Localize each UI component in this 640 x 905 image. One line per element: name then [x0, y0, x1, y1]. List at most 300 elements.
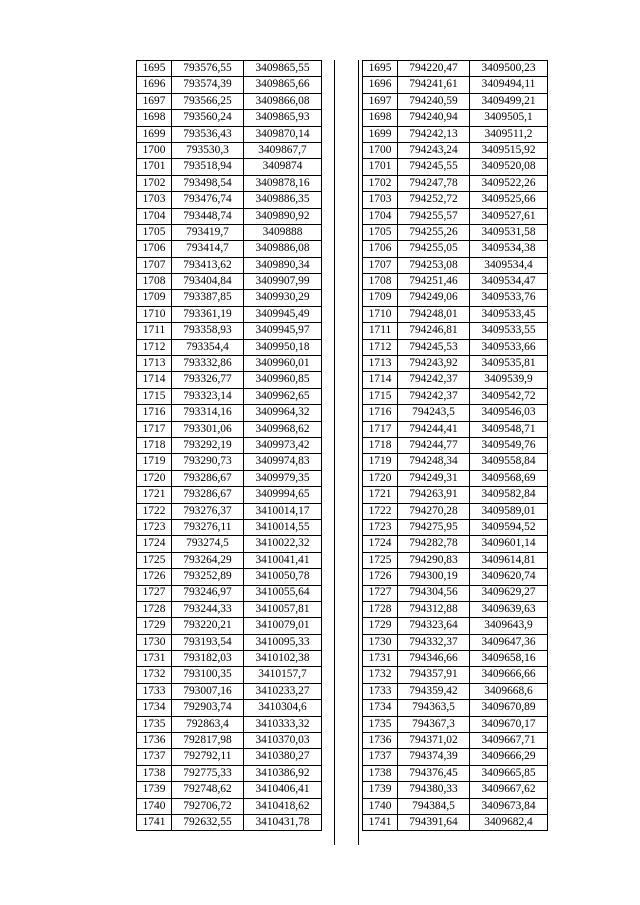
y-coordinate-cell: 3409558,84	[470, 454, 548, 470]
x-coordinate-cell: 793476,74	[172, 192, 244, 208]
x-coordinate-cell: 794247,78	[398, 175, 470, 191]
x-coordinate-cell: 793576,55	[172, 61, 244, 77]
y-coordinate-cell: 3410333,32	[244, 716, 322, 732]
x-coordinate-cell: 794244,77	[398, 437, 470, 453]
table-row	[363, 487, 548, 503]
y-coordinate-cell: 3410304,6	[244, 700, 322, 716]
point-number-cell: 1730	[137, 634, 172, 650]
y-coordinate-cell: 3409668,6	[470, 683, 548, 699]
table-row	[137, 224, 322, 240]
y-coordinate-cell: 3409968,62	[244, 421, 322, 437]
y-coordinate-cell: 3410057,81	[244, 601, 322, 617]
table-row	[137, 601, 322, 617]
table-row	[137, 110, 322, 126]
point-number-cell: 1736	[137, 733, 172, 749]
y-coordinate-cell: 3409527,61	[470, 208, 548, 224]
y-coordinate-cell: 3409500,23	[470, 61, 548, 77]
y-coordinate-cell: 3409594,52	[470, 519, 548, 535]
table-row	[137, 241, 322, 257]
x-coordinate-cell: 793566,25	[172, 93, 244, 109]
point-number-cell: 1699	[137, 126, 172, 142]
table-row	[363, 175, 548, 191]
point-number-cell: 1720	[137, 470, 172, 486]
point-number-cell: 1728	[363, 601, 398, 617]
y-coordinate-cell: 3409546,03	[470, 405, 548, 421]
y-coordinate-cell: 3409539,9	[470, 372, 548, 388]
y-coordinate-cell: 3409673,84	[470, 798, 548, 814]
x-coordinate-cell: 792632,55	[172, 814, 244, 830]
table-row	[363, 585, 548, 601]
point-number-cell: 1721	[137, 487, 172, 503]
table-row	[363, 110, 548, 126]
table-row	[363, 126, 548, 142]
table-row	[363, 323, 548, 339]
table-row	[363, 208, 548, 224]
x-coordinate-cell: 794243,92	[398, 356, 470, 372]
y-coordinate-cell: 3409639,63	[470, 601, 548, 617]
point-number-cell: 1711	[363, 323, 398, 339]
point-number-cell: 1712	[137, 339, 172, 355]
y-coordinate-cell: 3410406,41	[244, 782, 322, 798]
y-coordinate-cell: 3409533,45	[470, 306, 548, 322]
y-coordinate-cell: 3409535,81	[470, 356, 548, 372]
table-row	[363, 749, 548, 765]
point-number-cell: 1709	[363, 290, 398, 306]
table-row	[137, 388, 322, 404]
point-number-cell: 1731	[137, 651, 172, 667]
y-coordinate-cell: 3409658,16	[470, 651, 548, 667]
x-coordinate-cell: 794248,01	[398, 306, 470, 322]
table-row	[363, 339, 548, 355]
point-number-cell: 1700	[137, 142, 172, 158]
point-number-cell: 1722	[363, 503, 398, 519]
x-coordinate-cell: 794251,46	[398, 274, 470, 290]
y-coordinate-cell: 3410386,92	[244, 765, 322, 781]
table-row	[363, 716, 548, 732]
table-row	[363, 814, 548, 830]
x-coordinate-cell: 793182,03	[172, 651, 244, 667]
table-row	[137, 569, 322, 585]
point-number-cell: 1724	[137, 536, 172, 552]
point-number-cell: 1702	[363, 175, 398, 191]
table-row	[137, 192, 322, 208]
table-row	[363, 454, 548, 470]
x-coordinate-cell: 793290,73	[172, 454, 244, 470]
table-row	[363, 274, 548, 290]
x-coordinate-cell: 793264,29	[172, 552, 244, 568]
y-coordinate-cell: 3409511,2	[470, 126, 548, 142]
x-coordinate-cell: 794357,91	[398, 667, 470, 683]
y-coordinate-cell: 3409505,1	[470, 110, 548, 126]
table-row	[137, 175, 322, 191]
point-number-cell: 1707	[137, 257, 172, 273]
y-coordinate-cell: 3409533,76	[470, 290, 548, 306]
y-coordinate-cell: 3409962,65	[244, 388, 322, 404]
y-coordinate-cell: 3409886,35	[244, 192, 322, 208]
point-number-cell: 1731	[363, 651, 398, 667]
point-number-cell: 1696	[363, 77, 398, 93]
x-coordinate-cell: 794332,37	[398, 634, 470, 650]
point-number-cell: 1734	[363, 700, 398, 716]
table-row	[363, 306, 548, 322]
table-row	[137, 372, 322, 388]
point-number-cell: 1720	[363, 470, 398, 486]
y-coordinate-cell: 3409665,85	[470, 765, 548, 781]
x-coordinate-cell: 793358,93	[172, 323, 244, 339]
left-coordinate-table	[136, 60, 322, 831]
y-coordinate-cell: 3410014,55	[244, 519, 322, 535]
x-coordinate-cell: 794243,24	[398, 142, 470, 158]
x-coordinate-cell: 793518,94	[172, 159, 244, 175]
point-number-cell: 1718	[137, 437, 172, 453]
y-coordinate-cell: 3409866,08	[244, 93, 322, 109]
table-row	[137, 667, 322, 683]
y-coordinate-cell: 3409533,55	[470, 323, 548, 339]
table-row	[137, 733, 322, 749]
y-coordinate-cell: 3409979,35	[244, 470, 322, 486]
x-coordinate-cell: 794253,08	[398, 257, 470, 273]
point-number-cell: 1697	[137, 93, 172, 109]
x-coordinate-cell: 794380,33	[398, 782, 470, 798]
point-number-cell: 1708	[363, 274, 398, 290]
table-row	[137, 306, 322, 322]
left-table-body	[137, 61, 322, 831]
point-number-cell: 1704	[137, 208, 172, 224]
x-coordinate-cell: 792792,11	[172, 749, 244, 765]
point-number-cell: 1722	[137, 503, 172, 519]
y-coordinate-cell: 3409534,4	[470, 257, 548, 273]
table-row	[137, 405, 322, 421]
y-coordinate-cell: 3410014,17	[244, 503, 322, 519]
y-coordinate-cell: 3410050,78	[244, 569, 322, 585]
y-coordinate-cell: 3409886,08	[244, 241, 322, 257]
point-number-cell: 1713	[363, 356, 398, 372]
point-number-cell: 1734	[137, 700, 172, 716]
x-coordinate-cell: 793498,54	[172, 175, 244, 191]
y-coordinate-cell: 3409515,92	[470, 142, 548, 158]
y-coordinate-cell: 3409601,14	[470, 536, 548, 552]
point-number-cell: 1696	[137, 77, 172, 93]
table-row	[137, 814, 322, 830]
y-coordinate-cell: 3409907,99	[244, 274, 322, 290]
y-coordinate-cell: 3409533,66	[470, 339, 548, 355]
x-coordinate-cell: 794240,59	[398, 93, 470, 109]
x-coordinate-cell: 794249,31	[398, 470, 470, 486]
point-number-cell: 1741	[363, 814, 398, 830]
table-row	[363, 634, 548, 650]
point-number-cell: 1717	[137, 421, 172, 437]
y-coordinate-cell: 3409620,74	[470, 569, 548, 585]
point-number-cell: 1716	[363, 405, 398, 421]
table-row	[363, 192, 548, 208]
x-coordinate-cell: 794252,72	[398, 192, 470, 208]
x-coordinate-cell: 794248,34	[398, 454, 470, 470]
x-coordinate-cell: 793387,85	[172, 290, 244, 306]
point-number-cell: 1735	[363, 716, 398, 732]
point-number-cell: 1710	[363, 306, 398, 322]
y-coordinate-cell: 3409670,17	[470, 716, 548, 732]
table-row	[137, 503, 322, 519]
x-coordinate-cell: 794275,95	[398, 519, 470, 535]
point-number-cell: 1730	[363, 634, 398, 650]
point-number-cell: 1738	[363, 765, 398, 781]
point-number-cell: 1695	[137, 61, 172, 77]
x-coordinate-cell: 792817,98	[172, 733, 244, 749]
y-coordinate-cell: 3409865,93	[244, 110, 322, 126]
table-row	[137, 142, 322, 158]
table-row	[137, 61, 322, 77]
x-coordinate-cell: 793246,97	[172, 585, 244, 601]
table-row	[363, 421, 548, 437]
x-coordinate-cell: 794249,06	[398, 290, 470, 306]
point-number-cell: 1736	[363, 733, 398, 749]
x-coordinate-cell: 793414,7	[172, 241, 244, 257]
table-row	[137, 634, 322, 650]
point-number-cell: 1737	[137, 749, 172, 765]
x-coordinate-cell: 794242,37	[398, 372, 470, 388]
x-coordinate-cell: 794323,64	[398, 618, 470, 634]
table-row	[363, 667, 548, 683]
point-number-cell: 1716	[137, 405, 172, 421]
y-coordinate-cell: 3409964,32	[244, 405, 322, 421]
point-number-cell: 1700	[363, 142, 398, 158]
table-row	[137, 782, 322, 798]
point-number-cell: 1740	[137, 798, 172, 814]
table-row	[363, 618, 548, 634]
table-row	[137, 274, 322, 290]
table-row	[137, 487, 322, 503]
y-coordinate-cell: 3409974,83	[244, 454, 322, 470]
point-number-cell: 1705	[363, 224, 398, 240]
y-coordinate-cell: 3409614,81	[470, 552, 548, 568]
x-coordinate-cell: 793276,11	[172, 519, 244, 535]
y-coordinate-cell: 3409890,34	[244, 257, 322, 273]
y-coordinate-cell: 3409878,16	[244, 175, 322, 191]
point-number-cell: 1698	[137, 110, 172, 126]
x-coordinate-cell: 793100,35	[172, 667, 244, 683]
x-coordinate-cell: 792748,62	[172, 782, 244, 798]
table-row	[137, 159, 322, 175]
x-coordinate-cell: 793536,43	[172, 126, 244, 142]
y-coordinate-cell: 3409589,01	[470, 503, 548, 519]
table-row	[363, 290, 548, 306]
point-number-cell: 1706	[137, 241, 172, 257]
table-row	[137, 765, 322, 781]
point-number-cell: 1719	[363, 454, 398, 470]
x-coordinate-cell: 794255,57	[398, 208, 470, 224]
x-coordinate-cell: 794384,5	[398, 798, 470, 814]
x-coordinate-cell: 794245,53	[398, 339, 470, 355]
x-coordinate-cell: 794290,83	[398, 552, 470, 568]
point-number-cell: 1739	[137, 782, 172, 798]
right-coordinate-table	[362, 60, 548, 831]
table-row	[363, 765, 548, 781]
y-coordinate-cell: 3409667,62	[470, 782, 548, 798]
table-row	[137, 437, 322, 453]
x-coordinate-cell: 794367,3	[398, 716, 470, 732]
x-coordinate-cell: 794240,94	[398, 110, 470, 126]
table-row	[363, 241, 548, 257]
point-number-cell: 1717	[363, 421, 398, 437]
y-coordinate-cell: 3410418,62	[244, 798, 322, 814]
x-coordinate-cell: 793244,33	[172, 601, 244, 617]
y-coordinate-cell: 3409522,26	[470, 175, 548, 191]
x-coordinate-cell: 793404,84	[172, 274, 244, 290]
x-coordinate-cell: 794391,64	[398, 814, 470, 830]
point-number-cell: 1715	[137, 388, 172, 404]
x-coordinate-cell: 793574,39	[172, 77, 244, 93]
x-coordinate-cell: 794243,5	[398, 405, 470, 421]
y-coordinate-cell: 3409945,49	[244, 306, 322, 322]
table-row	[363, 437, 548, 453]
table-row	[137, 651, 322, 667]
point-number-cell: 1715	[363, 388, 398, 404]
table-row	[363, 782, 548, 798]
point-number-cell: 1701	[137, 159, 172, 175]
x-coordinate-cell: 793314,16	[172, 405, 244, 421]
x-coordinate-cell: 792775,33	[172, 765, 244, 781]
point-number-cell: 1733	[363, 683, 398, 699]
y-coordinate-cell: 3409520,08	[470, 159, 548, 175]
y-coordinate-cell: 3410233,27	[244, 683, 322, 699]
point-number-cell: 1741	[137, 814, 172, 830]
table-row	[363, 569, 548, 585]
point-number-cell: 1698	[363, 110, 398, 126]
point-number-cell: 1703	[363, 192, 398, 208]
y-coordinate-cell: 3410370,03	[244, 733, 322, 749]
x-coordinate-cell: 794346,66	[398, 651, 470, 667]
y-coordinate-cell: 3409994,65	[244, 487, 322, 503]
table-row	[363, 683, 548, 699]
table-row	[137, 356, 322, 372]
y-coordinate-cell: 3409531,58	[470, 224, 548, 240]
y-coordinate-cell: 3409534,47	[470, 274, 548, 290]
x-coordinate-cell: 792706,72	[172, 798, 244, 814]
x-coordinate-cell: 793419,7	[172, 224, 244, 240]
x-coordinate-cell: 794220,47	[398, 61, 470, 77]
right-table-body	[363, 61, 548, 831]
point-number-cell: 1699	[363, 126, 398, 142]
point-number-cell: 1737	[363, 749, 398, 765]
x-coordinate-cell: 794242,37	[398, 388, 470, 404]
x-coordinate-cell: 794312,88	[398, 601, 470, 617]
point-number-cell: 1714	[137, 372, 172, 388]
y-coordinate-cell: 3409666,29	[470, 749, 548, 765]
y-coordinate-cell: 3409548,71	[470, 421, 548, 437]
table-row	[363, 470, 548, 486]
table-row	[363, 503, 548, 519]
table-row	[137, 470, 322, 486]
y-coordinate-cell: 3410157,7	[244, 667, 322, 683]
y-coordinate-cell: 3409888	[244, 224, 322, 240]
x-coordinate-cell: 793292,19	[172, 437, 244, 453]
y-coordinate-cell: 3409890,92	[244, 208, 322, 224]
x-coordinate-cell: 794241,61	[398, 77, 470, 93]
point-number-cell: 1695	[363, 61, 398, 77]
point-number-cell: 1710	[137, 306, 172, 322]
x-coordinate-cell: 793332,86	[172, 356, 244, 372]
table-row	[363, 159, 548, 175]
x-coordinate-cell: 793274,5	[172, 536, 244, 552]
y-coordinate-cell: 3409973,42	[244, 437, 322, 453]
point-number-cell: 1708	[137, 274, 172, 290]
point-number-cell: 1712	[363, 339, 398, 355]
point-number-cell: 1729	[137, 618, 172, 634]
point-number-cell: 1732	[137, 667, 172, 683]
point-number-cell: 1704	[363, 208, 398, 224]
point-number-cell: 1701	[363, 159, 398, 175]
point-number-cell: 1703	[137, 192, 172, 208]
column-divider-line	[334, 60, 335, 845]
point-number-cell: 1721	[363, 487, 398, 503]
y-coordinate-cell: 3409643,9	[470, 618, 548, 634]
y-coordinate-cell: 3409525,66	[470, 192, 548, 208]
x-coordinate-cell: 793286,67	[172, 470, 244, 486]
x-coordinate-cell: 793007,16	[172, 683, 244, 699]
point-number-cell: 1714	[363, 372, 398, 388]
point-number-cell: 1707	[363, 257, 398, 273]
x-coordinate-cell: 793276,37	[172, 503, 244, 519]
point-number-cell: 1727	[137, 585, 172, 601]
y-coordinate-cell: 3410095,33	[244, 634, 322, 650]
point-number-cell: 1705	[137, 224, 172, 240]
table-row	[363, 93, 548, 109]
y-coordinate-cell: 3409666,66	[470, 667, 548, 683]
x-coordinate-cell: 794244,41	[398, 421, 470, 437]
table-row	[137, 798, 322, 814]
y-coordinate-cell: 3409960,01	[244, 356, 322, 372]
y-coordinate-cell: 3410079,01	[244, 618, 322, 634]
table-row	[363, 372, 548, 388]
point-number-cell: 1697	[363, 93, 398, 109]
table-row	[137, 683, 322, 699]
y-coordinate-cell: 3409542,72	[470, 388, 548, 404]
x-coordinate-cell: 794263,91	[398, 487, 470, 503]
point-number-cell: 1733	[137, 683, 172, 699]
y-coordinate-cell: 3409874	[244, 159, 322, 175]
y-coordinate-cell: 3409865,66	[244, 77, 322, 93]
table-row	[363, 601, 548, 617]
y-coordinate-cell: 3409870,14	[244, 126, 322, 142]
table-row	[137, 257, 322, 273]
table-row	[137, 290, 322, 306]
x-coordinate-cell: 794282,78	[398, 536, 470, 552]
point-number-cell: 1725	[137, 552, 172, 568]
point-number-cell: 1727	[363, 585, 398, 601]
x-coordinate-cell: 794270,28	[398, 503, 470, 519]
x-coordinate-cell: 794246,81	[398, 323, 470, 339]
table-row	[363, 552, 548, 568]
y-coordinate-cell: 3409549,76	[470, 437, 548, 453]
point-number-cell: 1723	[137, 519, 172, 535]
table-row	[137, 93, 322, 109]
y-coordinate-cell: 3410041,41	[244, 552, 322, 568]
table-row	[363, 700, 548, 716]
table-row	[363, 651, 548, 667]
point-number-cell: 1706	[363, 241, 398, 257]
x-coordinate-cell: 793193,54	[172, 634, 244, 650]
y-coordinate-cell: 3409682,4	[470, 814, 548, 830]
table-row	[363, 519, 548, 535]
point-number-cell: 1724	[363, 536, 398, 552]
y-coordinate-cell: 3409930,29	[244, 290, 322, 306]
point-number-cell: 1713	[137, 356, 172, 372]
table-row	[363, 405, 548, 421]
point-number-cell: 1711	[137, 323, 172, 339]
point-number-cell: 1728	[137, 601, 172, 617]
y-coordinate-cell: 3410055,64	[244, 585, 322, 601]
table-row	[363, 77, 548, 93]
